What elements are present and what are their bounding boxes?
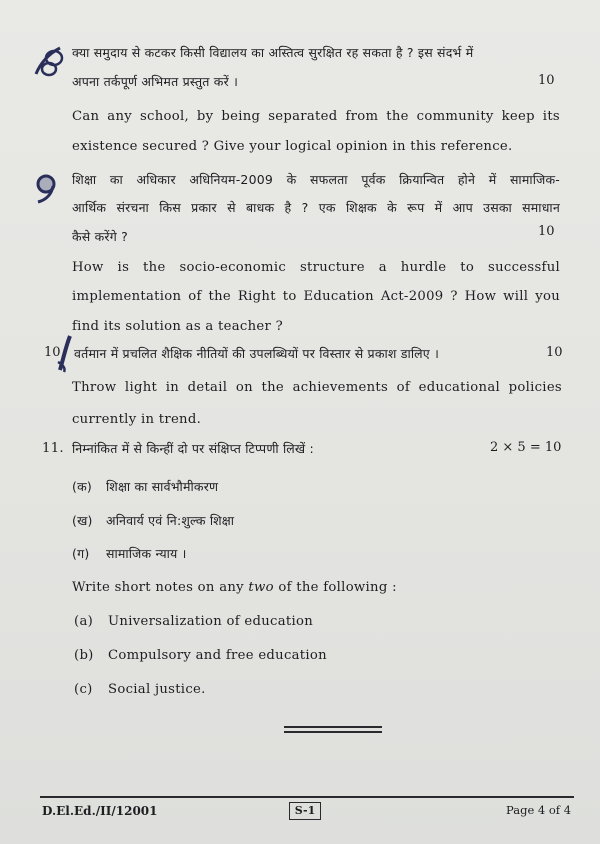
instruction-text-end: of the following : bbox=[273, 580, 397, 595]
q8-english-line-2: existence secured ? Give your logical opinion in this reference. bbox=[72, 139, 513, 154]
q8-english-line-1: Can any school, by being separated from the community keep its bbox=[72, 109, 560, 124]
q11-marks: 2 × 5 = 10 bbox=[490, 440, 562, 455]
q9-marks: 10 bbox=[538, 224, 555, 239]
option-label: (क) bbox=[72, 479, 92, 494]
q11-english-instruction bbox=[72, 580, 397, 595]
q11-hindi-option-2 bbox=[72, 512, 234, 529]
q11-number: 11. bbox=[42, 441, 64, 456]
q10-number: 10 bbox=[44, 345, 61, 360]
option-text: अनिवार्य एवं नि:शुल्क शिक्षा bbox=[106, 513, 235, 528]
q10-hindi-line-1: वर्तमान में प्रचलित शैक्षिक नीतियों की उपलब्धियों पर विस्तार से प्रकाश डालिए । bbox=[74, 346, 440, 361]
question-number-10-handwritten-mark bbox=[54, 334, 76, 374]
option-text: Social justice. bbox=[108, 682, 206, 697]
question-number-9-handwritten bbox=[30, 172, 66, 206]
q10-english-line-2: currently in trend. bbox=[72, 412, 202, 427]
page-number: Page 4 of 4 bbox=[506, 803, 572, 817]
option-text: शिक्षा का सार्वभौमीकरण bbox=[106, 479, 219, 494]
q9-hindi-line-1: शिक्षा का अधिकार अधिनियम-2009 के सफलता पूर्वक क्रियान्वित होने में सामाजिक- bbox=[72, 172, 560, 187]
option-text: Compulsory and free education bbox=[108, 648, 327, 663]
course-code: D.El.Ed./II/12001 bbox=[42, 804, 158, 818]
option-label: (ख) bbox=[72, 513, 93, 528]
q8-marks: 10 bbox=[538, 73, 555, 88]
q8-hindi-line-2: अपना तर्कपूर्ण अभिमत प्रस्तुत करें । bbox=[72, 74, 239, 89]
option-label: (ग) bbox=[72, 546, 90, 561]
option-label: (a) bbox=[74, 614, 94, 629]
q11-english-option-b bbox=[74, 648, 327, 663]
option-text: Universalization of education bbox=[108, 614, 314, 629]
instruction-emphasis: two bbox=[248, 580, 274, 595]
q9-english-line-2: implementation of the Right to Education Act-2009 ? How will you bbox=[72, 289, 560, 304]
instruction-text-start: Write short notes on any bbox=[72, 580, 249, 595]
q11-english-option-a bbox=[74, 614, 313, 629]
q9-english-line-3: find its solution as a teacher ? bbox=[72, 319, 283, 334]
q10-english-line-1: Throw light in detail on the achievements of educational policies bbox=[72, 380, 562, 395]
q9-hindi-line-3: कैसे करेंगे ? bbox=[72, 229, 128, 244]
q9-english-line-1: How is the socio-economic structure a hurdle to successful bbox=[72, 260, 560, 275]
option-label: (c) bbox=[74, 682, 93, 697]
end-rule-top bbox=[284, 726, 382, 728]
q11-hindi-instruction: निम्नांकित में से किन्हीं दो पर संक्षिप्त टिप्पणी लिखें : bbox=[72, 441, 314, 456]
option-text: सामाजिक न्याय । bbox=[106, 546, 187, 561]
series-code-box: S-1 bbox=[289, 802, 321, 820]
q11-english-option-c bbox=[74, 682, 206, 697]
q11-hindi-option-3 bbox=[72, 545, 187, 562]
q9-hindi-line-2: आर्थिक संरचना किस प्रकार से बाधक है ? एक शिक्षक के रूप में आप उसका समाधान bbox=[72, 200, 560, 215]
footer-divider bbox=[40, 796, 574, 798]
question-number-8-handwritten bbox=[30, 44, 70, 80]
q8-hindi-line-1: क्या समुदाय से कटकर किसी विद्यालय का अस्तित्व सुरक्षित रह सकता है ? इस संदर्भ में bbox=[72, 45, 474, 60]
q11-hindi-option-1 bbox=[72, 478, 218, 495]
option-label: (b) bbox=[74, 648, 94, 663]
end-rule-bottom bbox=[284, 731, 382, 733]
q10-marks: 10 bbox=[546, 345, 563, 360]
